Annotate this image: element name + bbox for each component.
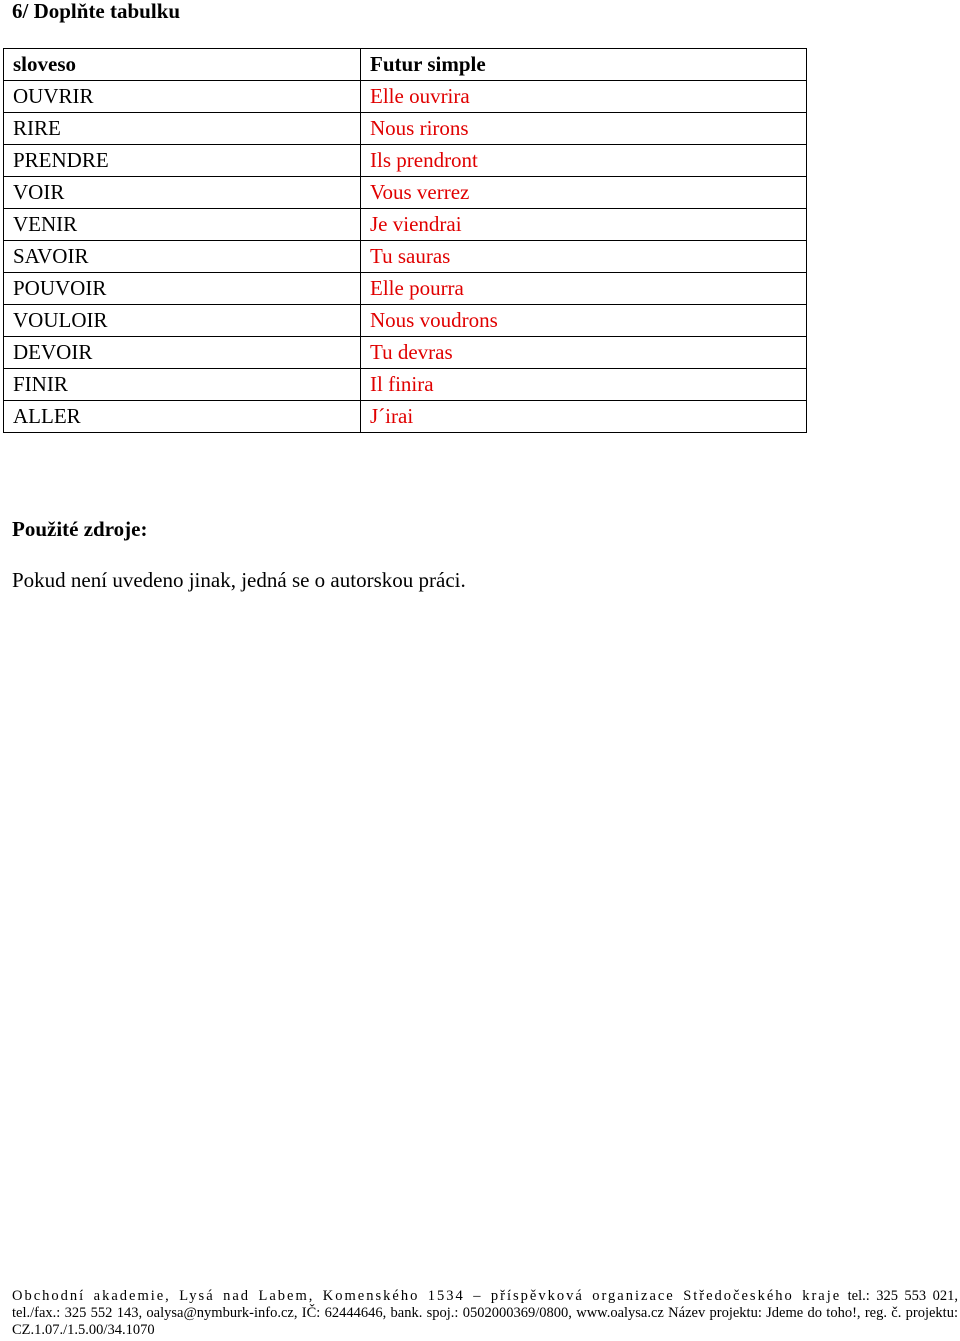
table-row	[4, 401, 807, 433]
verb-cell: VOIR	[4, 177, 361, 209]
answer-cell: Elle pourra	[361, 273, 807, 305]
verb-table	[3, 48, 807, 433]
verb-cell: SAVOIR	[4, 241, 361, 273]
table-row	[4, 81, 807, 113]
answer-cell: Nous voudrons	[361, 305, 807, 337]
verb-cell: RIRE	[4, 113, 361, 145]
table-row	[4, 273, 807, 305]
footer-details: tel.: 325 553 021, tel./fax.: 325 552 143, oalysa@nymburk-info.cz, IČ: 62444646, bank. spoj.: 0502000369/0800, www.oalysa.cz Název projektu: Jdeme do toho!, reg. č. projektu: CZ.1.07./1.5.00/34.1070	[12, 1288, 959, 1338]
answer-cell: Elle ouvrira	[361, 81, 807, 113]
answer-cell: Tu devras	[361, 337, 807, 369]
verb-cell: VOULOIR	[4, 305, 361, 337]
table-row	[4, 177, 807, 209]
footer-institution: Obchodní akademie, Lysá nad Labem, Komenského 1534 – příspěvková organizace Středočeského kraje	[12, 1288, 842, 1304]
table-row	[4, 145, 807, 177]
verb-cell: FINIR	[4, 369, 361, 401]
answer-cell: Nous rirons	[361, 113, 807, 145]
table-row	[4, 337, 807, 369]
verb-cell: OUVRIR	[4, 81, 361, 113]
answer-cell: Il finira	[361, 369, 807, 401]
table-row	[4, 241, 807, 273]
sources-text: Pokud není uvedeno jinak, jedná se o autorskou práci.	[12, 568, 466, 592]
table-row	[4, 209, 807, 241]
answer-cell: J´irai	[361, 401, 807, 433]
verb-cell: ALLER	[4, 401, 361, 433]
table-row	[4, 113, 807, 145]
answer-cell: Tu sauras	[361, 241, 807, 273]
answer-cell: Vous verrez	[361, 177, 807, 209]
verb-cell: PRENDRE	[4, 145, 361, 177]
table-row	[4, 369, 807, 401]
answer-cell: Ils prendront	[361, 145, 807, 177]
verb-cell: VENIR	[4, 209, 361, 241]
header-futur-simple: Futur simple	[361, 49, 807, 81]
exercise-heading: 6/ Doplňte tabulku	[12, 0, 181, 23]
page-footer	[12, 1288, 958, 1339]
table-header-row	[4, 49, 807, 81]
header-verb: sloveso	[4, 49, 361, 81]
verb-cell: DEVOIR	[4, 337, 361, 369]
table-row	[4, 305, 807, 337]
sources-title: Použité zdroje:	[12, 517, 148, 541]
answer-cell: Je viendrai	[361, 209, 807, 241]
verb-cell: POUVOIR	[4, 273, 361, 305]
